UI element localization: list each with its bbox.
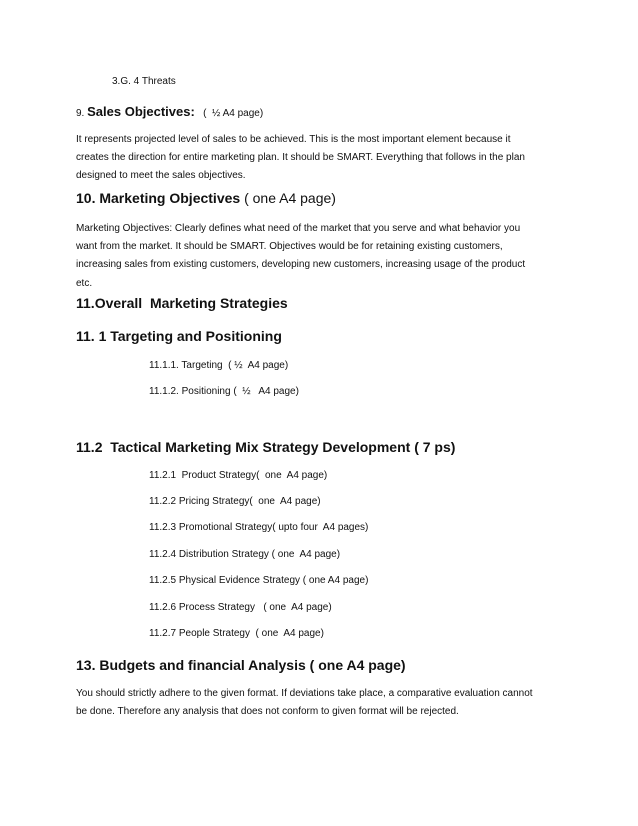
paragraph-line: It represents projected level of sales to be achieved. This is the most important element because it — [76, 134, 511, 145]
paragraph-line: be done. Therefore any analysis that does not conform to given format will be rejected. — [76, 706, 459, 718]
list-item: 11.2.1 Product Strategy( one A4 page) — [149, 470, 328, 481]
paragraph-line: Marketing Objectives: Clearly defines what need of the market that you serve and what behavior you — [76, 223, 521, 234]
list-item: 11.1.2. Positioning ( ½ A4 page) — [149, 386, 299, 397]
list-item: 11.2.7 People Strategy ( one A4 page) — [149, 628, 324, 639]
paragraph-line: etc. — [76, 277, 93, 289]
paragraph-line: want from the market. It should be SMART. Objectives would be for retaining existing customers, — [76, 241, 503, 253]
targeting-positioning-heading: 11. 1 Targeting and Positioning — [76, 328, 282, 344]
section-page-note: ( one A4 page) — [240, 190, 336, 206]
marketing-objectives-heading — [76, 190, 336, 206]
list-item: 11.2.2 Pricing Strategy( one A4 page) — [149, 496, 321, 507]
overall-marketing-strategies-heading: 11.Overall Marketing Strategies — [76, 295, 288, 311]
marketing-objectives-paragraph — [76, 220, 566, 293]
list-item: 11.2.6 Process Strategy ( one A4 page) — [149, 602, 332, 613]
list-item: 11.2.4 Distribution Strategy ( one A4 page) — [149, 549, 341, 560]
paragraph-line: designed to meet the sales objectives. — [76, 170, 246, 182]
sales-objectives-paragraph — [76, 131, 566, 186]
paragraph-line: You should strictly adhere to the given format. If deviations take place, a comparative evaluation cannot — [76, 688, 533, 699]
budgets-financial-analysis-heading: 13. Budgets and financial Analysis ( one A4 page) — [76, 657, 406, 673]
item-3g4-threats: 3.G. 4 Threats — [112, 76, 176, 87]
sales-objectives-heading — [76, 103, 263, 121]
list-item: 11.2.3 Promotional Strategy( upto four A4 pages) — [149, 522, 369, 533]
section-title: Sales Objectives: — [87, 104, 195, 119]
section-page-note: ( ½ A4 page) — [194, 108, 264, 119]
tactical-marketing-mix-heading: 11.2 Tactical Marketing Mix Strategy Development ( 7 ps) — [76, 439, 456, 455]
budgets-paragraph — [76, 685, 566, 721]
list-item: 11.1.1. Targeting ( ½ A4 page) — [149, 360, 289, 371]
paragraph-line: increasing sales from existing customers, developing new customers, increasing usage of the product — [76, 259, 526, 271]
paragraph-line: creates the direction for entire marketing plan. It should be SMART. Everything that follows in the plan — [76, 152, 525, 164]
section-title: 10. Marketing Objectives — [76, 190, 241, 206]
section-number: 9. — [76, 108, 88, 119]
list-item: 11.2.5 Physical Evidence Strategy ( one A4 page) — [149, 575, 369, 586]
